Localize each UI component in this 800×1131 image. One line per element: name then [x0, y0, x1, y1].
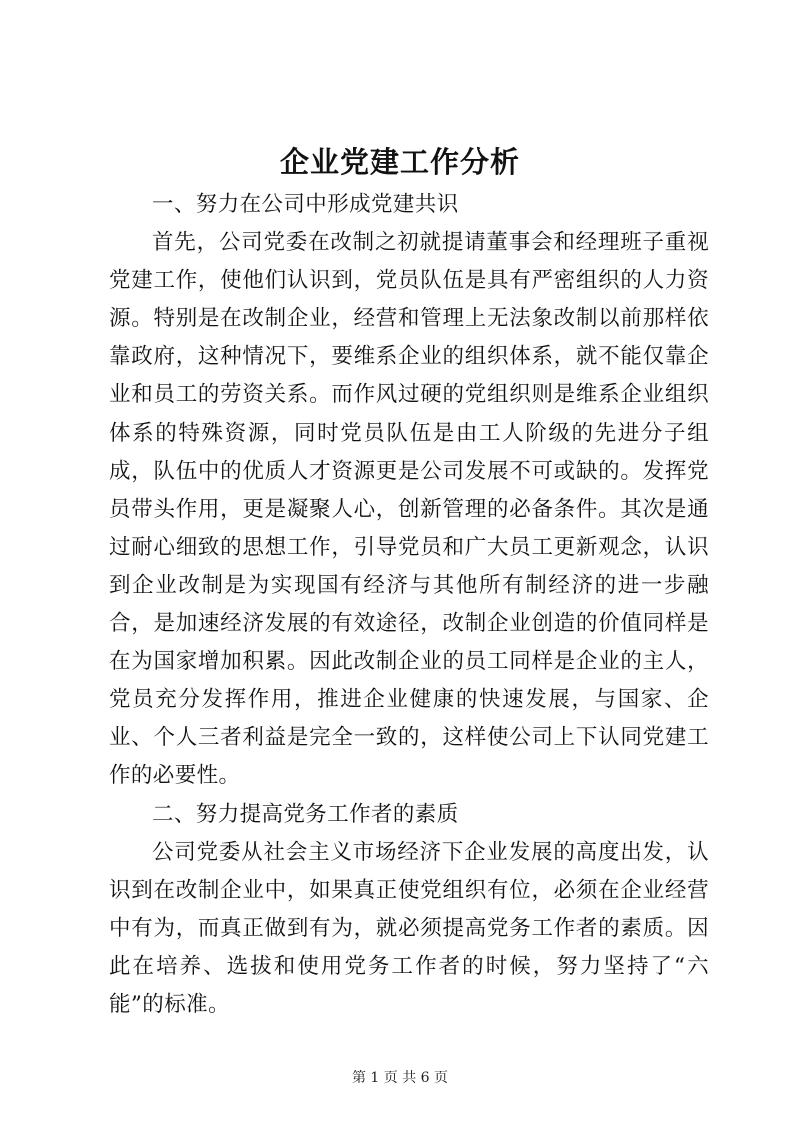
paragraph-2: 公司党委从社会主义市场经济下企业发展的高度出发，认识到在改制企业中，如果真正使党组织有位，必须在企业经营中有为，而真正做到有为，就必须提高党务工作者的素质。因此在培养、选拔和使用党务工作者的时候，努力坚持了“六能”的标准。 — [109, 839, 709, 1017]
section-heading-2: 二、努力提高党务工作者的素质 — [152, 801, 459, 827]
paragraph-1: 首先，公司党委在改制之初就提请董事会和经理班子重视党建工作，使他们认识到，党员队伍是具有严密组织的人力资源。特别是在改制企业，经营和管理上无法象改制以前那样依靠政府，这种情况下，要维系企业的组织体系，就不能仅靠企业和员工的劳资关系。而作风过硬的党组织则是维系企业组织体系的特殊资源，同时党员队伍是由工人阶级的先进分子组成，队伍中的优质人才资源更是公司发展不可或缺的。发挥党员带头作用，更是凝聚人心，创新管理的必备条件。其次是通过耐心细致的思想工作，引导党员和广大员工更新观念，认识到企业改制是为实现国有经济与其他所有制经济的进一步融合，是加速经济发展的有效途径，改制企业创造的价值同样是在为国家增加积累。因此改制企业的员工同样是企业的主人，党员充分发挥作用，推进企业健康的快速发展，与国家、企业、个人三者利益是完全一致的，这样使公司上下认同党建工作的必要性。 — [109, 230, 709, 789]
section-heading-1: 一、努力在公司中形成党建共识 — [152, 192, 459, 217]
document-body — [109, 186, 709, 1024]
page-footer: 第 1 页 共 6 页 — [351, 1070, 449, 1086]
document-title: 企业党建工作分析 — [279, 145, 520, 179]
